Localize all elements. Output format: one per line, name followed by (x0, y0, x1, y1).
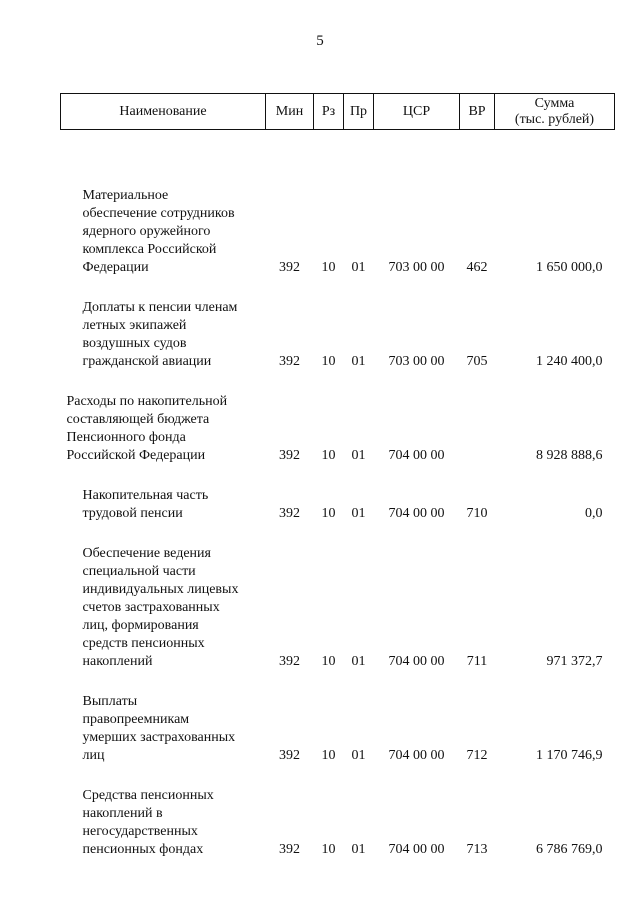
header-sum-line2: (тыс. рублей) (514, 111, 595, 127)
table-row (61, 671, 615, 765)
row-min: 392 (279, 842, 300, 857)
row-name-line: лиц (82, 748, 105, 763)
row-name-line: Расходы по накопительной (66, 394, 228, 409)
row-name-line: накоплений (82, 654, 153, 669)
table-row (61, 765, 615, 859)
row-name-line: умерших застрахованных (82, 730, 236, 745)
row-vr: 711 (466, 654, 488, 669)
table-row (61, 277, 615, 371)
row-csr: 704 00 00 (388, 654, 445, 669)
header-pr: Пр (344, 94, 374, 130)
row-name-line: средств пенсионных (82, 636, 205, 651)
row-min: 392 (279, 506, 300, 521)
row-rz: 10 (321, 506, 336, 521)
row-name-line: гражданской авиации (82, 354, 212, 369)
row-pr: 01 (351, 260, 366, 275)
row-name-line: обеспечение сотрудников (82, 206, 235, 221)
row-name-line: пенсионных фондах (82, 842, 204, 857)
row-rz: 10 (321, 354, 336, 369)
row-name-line: Обеспечение ведения (82, 546, 211, 561)
table-row (61, 465, 615, 523)
row-name-line: счетов застрахованных (82, 600, 220, 615)
row-csr: 704 00 00 (388, 748, 445, 763)
row-pr: 01 (351, 506, 366, 521)
row-name-line: лиц, формирования (82, 618, 199, 633)
table-row (61, 130, 615, 278)
header-name: Наименование (61, 94, 266, 130)
row-sum: 1 170 746,9 (536, 748, 603, 763)
row-min: 392 (279, 748, 300, 763)
budget-table (60, 93, 615, 859)
row-vr: 705 (466, 354, 488, 369)
row-pr: 01 (351, 654, 366, 669)
row-name-line: Пенсионного фонда (66, 430, 186, 445)
row-sum: 6 786 769,0 (536, 842, 603, 857)
row-vr (460, 371, 495, 465)
row-name-line: Материальное (82, 188, 169, 203)
row-rz: 10 (321, 748, 336, 763)
row-name-line: летных экипажей (82, 318, 187, 333)
row-sum: 1 240 400,0 (536, 354, 603, 369)
row-min: 392 (279, 448, 300, 463)
table-row (61, 371, 615, 465)
page-number: 5 (316, 33, 324, 49)
row-name-line: негосударственных (82, 824, 198, 839)
table-row (61, 523, 615, 671)
row-csr: 704 00 00 (388, 842, 445, 857)
row-sum: 971 372,7 (546, 654, 603, 669)
row-name-line: ядерного оружейного (82, 224, 211, 239)
row-name-line: специальной части (82, 564, 196, 579)
row-sum: 0,0 (585, 506, 603, 521)
row-rz: 10 (321, 448, 336, 463)
row-name-line: правопреемникам (82, 712, 190, 727)
row-pr: 01 (351, 842, 366, 857)
row-name-line: комплекса Российской (82, 242, 217, 257)
row-name-line: индивидуальных лицевых (82, 582, 239, 597)
header-csr: ЦСР (374, 94, 460, 130)
row-csr: 703 00 00 (388, 354, 445, 369)
row-pr: 01 (351, 354, 366, 369)
row-name-line: Российской Федерации (66, 448, 206, 463)
header-rz: Рз (314, 94, 344, 130)
row-name-line: Доплаты к пенсии членам (82, 300, 238, 315)
row-name-line: Накопительная часть (82, 488, 209, 503)
row-name (61, 277, 266, 371)
row-name-line: трудовой пенсии (82, 506, 183, 521)
row-name (61, 130, 266, 278)
row-name-line: Средства пенсионных (82, 788, 214, 803)
header-min: Мин (266, 94, 314, 130)
header-sum (495, 94, 615, 130)
row-vr: 712 (466, 748, 488, 763)
row-csr: 704 00 00 (388, 506, 445, 521)
row-sum: 1 650 000,0 (536, 260, 603, 275)
row-name (61, 671, 266, 765)
row-name-line: воздушных судов (82, 336, 187, 351)
row-rz: 10 (321, 260, 336, 275)
row-pr: 01 (351, 748, 366, 763)
row-vr: 710 (466, 506, 488, 521)
row-min: 392 (279, 260, 300, 275)
header-vr: ВР (460, 94, 495, 130)
row-rz: 10 (321, 654, 336, 669)
row-name-line: Выплаты (82, 694, 138, 709)
row-name (61, 371, 266, 465)
table-header-row (61, 94, 615, 130)
row-name (61, 465, 266, 523)
row-pr: 01 (351, 448, 366, 463)
row-vr: 713 (466, 842, 488, 857)
row-name (61, 523, 266, 671)
row-name (61, 765, 266, 859)
row-csr: 703 00 00 (388, 260, 445, 275)
header-sum-line1: Сумма (534, 95, 575, 111)
row-name-line: Федерации (82, 260, 149, 275)
row-vr: 462 (466, 260, 488, 275)
row-csr: 704 00 00 (388, 448, 445, 463)
row-min: 392 (279, 654, 300, 669)
row-name-line: накоплений в (82, 806, 163, 821)
row-name-line: составляющей бюджета (66, 412, 210, 427)
row-rz: 10 (321, 842, 336, 857)
row-min: 392 (279, 354, 300, 369)
row-sum: 8 928 888,6 (536, 448, 603, 463)
